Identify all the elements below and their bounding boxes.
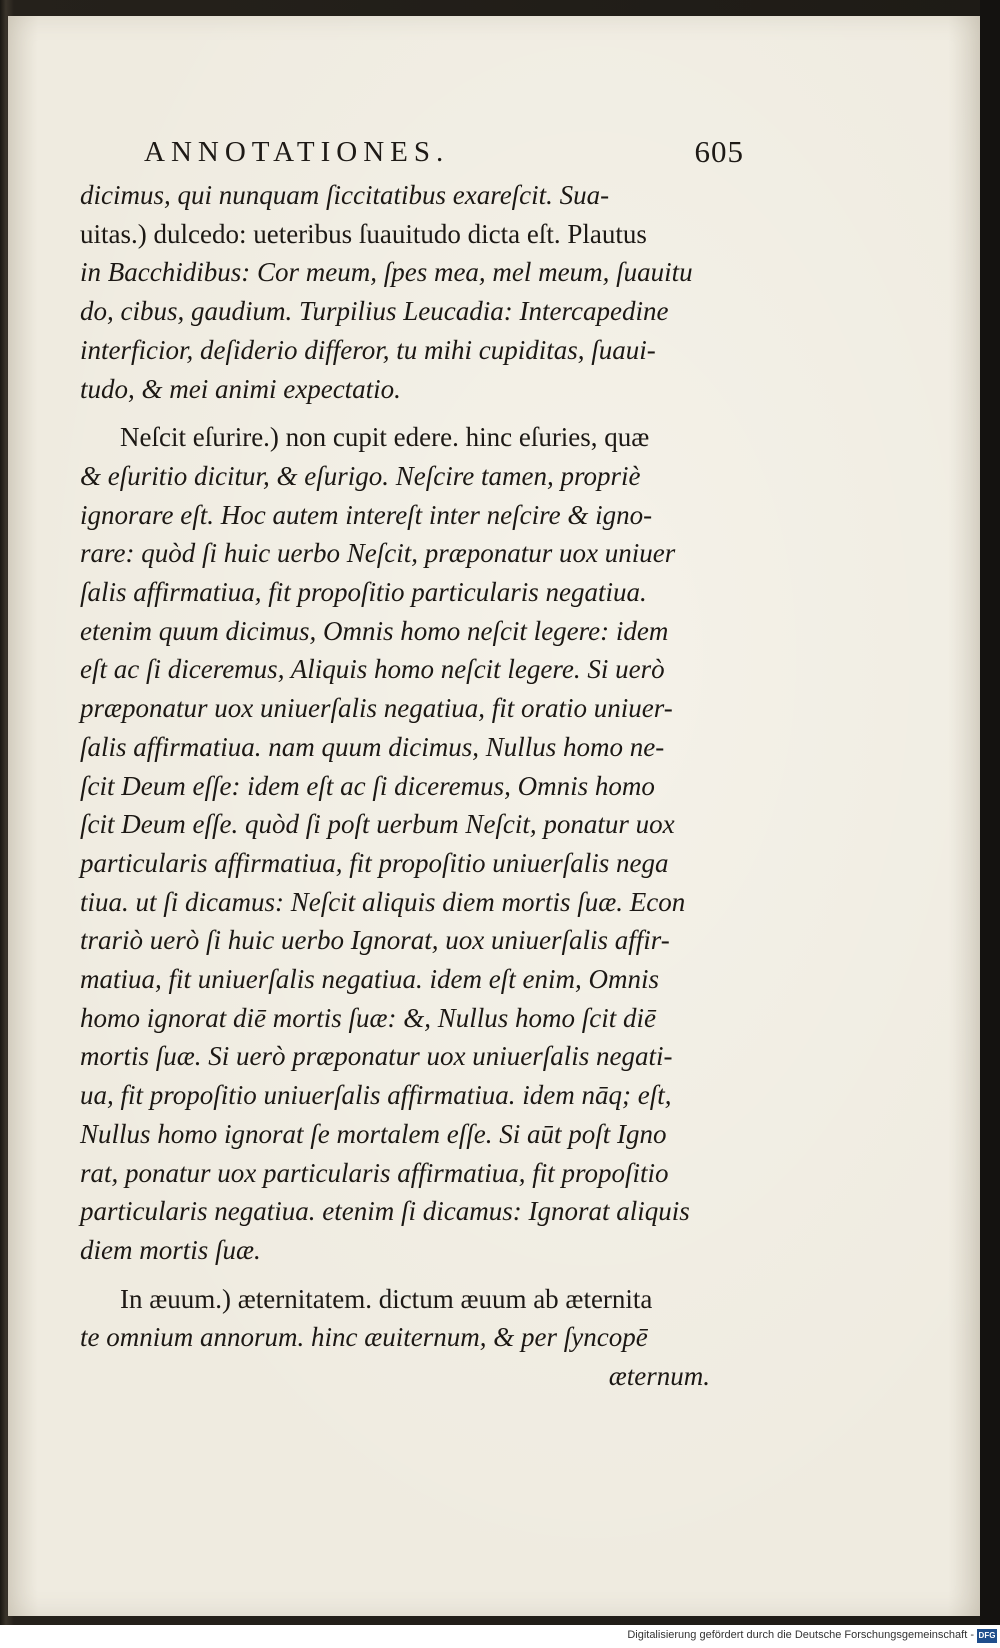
text-line: uitas.) dulcedo: ueteribus ſuauitudo dicta eſt. Plautus: [80, 218, 647, 249]
text-line: præponatur uox uniuerſalis negatiua, fit oratio uniuer-: [80, 693, 673, 724]
text-line: matiua, fit uniuerſalis negatiua. idem eſt enim, Omnis: [80, 964, 659, 995]
text-line: etenim quum dicimus, Omnis homo neſcit legere: idem: [80, 615, 669, 646]
text-line: rat, ponatur uox particularis affirmatiua, fit propoſitio: [80, 1157, 669, 1188]
book-page: [8, 16, 980, 1616]
text-line: eſt ac ſi diceremus, Aliquis homo neſcit legere. Si uerò: [80, 654, 665, 685]
text-line: ſalis affirmatiua. nam quum dicimus, Nullus homo ne-: [80, 731, 665, 762]
text-line: do, cibus, gaudium. Turpilius Leucadia: Intercapedine: [80, 296, 669, 327]
text-line: in Bacchidibus: Cor meum, ſpes mea, mel meum, ſuauitu: [80, 257, 693, 288]
text-line: mortis ſuæ. Si uerò præponatur uox uniuerſalis negati-: [80, 1041, 673, 1072]
page-number: 605: [694, 134, 744, 169]
dfg-logo-icon: DFG: [977, 1629, 997, 1643]
paragraph-start-line: Neſcit eſurire.) non cupit edere. hinc eſuries, quæ: [120, 422, 650, 453]
text-line: ua, fit propoſitio uniuerſalis affirmatiua. idem nāq; eſt,: [80, 1080, 672, 1111]
text-line: ignorare eſt. Hoc autem intereſt inter neſcire & igno-: [80, 499, 653, 530]
text-line: particularis negatiua. etenim ſi dicamus: Ignorat aliquis: [80, 1196, 690, 1227]
text-line: tudo, & mei animi expectatio.: [80, 373, 401, 404]
text-line: homo ignorat diē mortis ſuæ: &, Nullus homo ſcit diē: [80, 1002, 657, 1033]
text-line: interficior, deſiderio differor, tu mihi cupiditas, ſuaui-: [80, 334, 656, 365]
text-line: Nullus homo ignorat ſe mortalem eſſe. Si aūt poſt Igno: [80, 1118, 667, 1149]
text-line: dicimus, qui nunquam ſiccitatibus exareſcit. Sua-: [80, 180, 610, 210]
paragraph-start-line: In æuum.) æternitatem. dictum æuum ab æternita: [120, 1283, 653, 1314]
text-line: rare: quòd ſi huic uerbo Neſcit, præponatur uox uniuer: [80, 538, 676, 569]
text-line: te omnium annorum. hinc æuiternum, & per ſyncopē: [80, 1322, 648, 1353]
scan-edge: [980, 0, 1000, 1625]
text-line: ſcit Deum eſſe. quòd ſi poſt uerbum Neſcit, ponatur uox: [80, 809, 675, 840]
text-line: & eſuritio dicitur, & eſurigo. Neſcire tamen, propriè: [80, 460, 641, 491]
text-line: trariò uerò ſi huic uerbo Ignorat, uox uniuerſalis affir-: [80, 925, 670, 956]
running-head-title: ANNOTATIONES.: [144, 136, 450, 168]
text-line: tiua. ut ſi dicamus: Neſcit aliquis diem mortis ſuæ. Econ: [80, 886, 686, 917]
text-line: ſalis affirmatiua, fit propoſitio particularis negatiua.: [80, 577, 647, 608]
text-line: æternum.: [608, 1361, 710, 1392]
footer-bar: [0, 1625, 1000, 1648]
text-line: ſcit Deum eſſe: idem eſt ac ſi diceremus, Omnis homo: [80, 770, 655, 801]
text-line: particularis affirmatiua, fit propoſitio uniuerſalis nega: [80, 847, 669, 878]
running-head: [144, 134, 744, 178]
text-line: diem mortis ſuæ.: [80, 1234, 261, 1265]
funding-credit: Digitalisierung gefördert durch die Deutsche Forschungsgemeinschaft -: [627, 1629, 974, 1641]
body-text: [80, 176, 712, 1396]
